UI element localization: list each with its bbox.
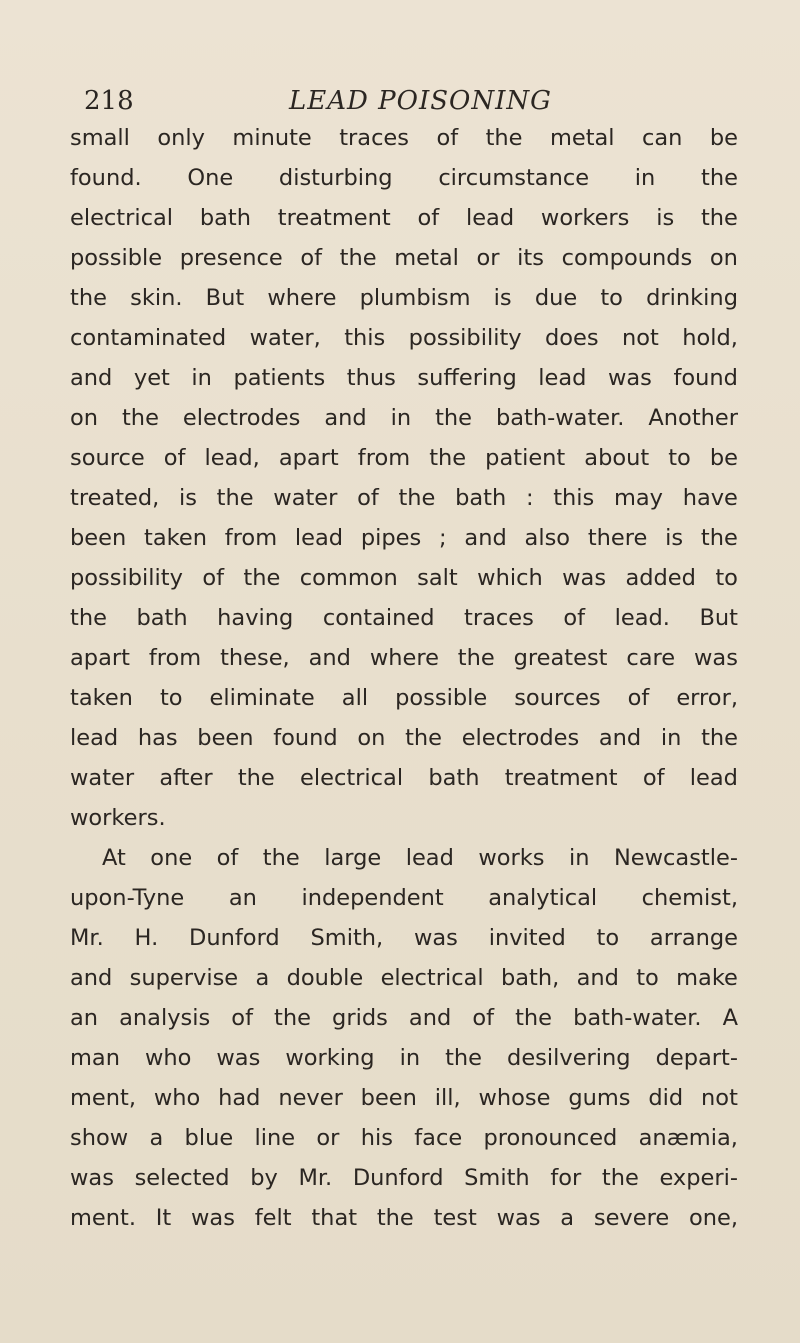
word: who bbox=[153, 1085, 201, 1111]
word: of bbox=[417, 205, 440, 231]
word: and bbox=[324, 405, 367, 431]
word: Newcastle- bbox=[613, 845, 738, 871]
word: added bbox=[625, 565, 696, 591]
word: bath-water. bbox=[495, 405, 625, 431]
word: of bbox=[163, 445, 186, 471]
word: or bbox=[316, 1125, 340, 1151]
word: is bbox=[179, 485, 197, 511]
word: Dunford bbox=[189, 925, 280, 951]
word: experi- bbox=[659, 1165, 738, 1191]
word: an bbox=[228, 885, 257, 911]
word: water bbox=[273, 485, 338, 511]
word: this bbox=[553, 485, 595, 511]
word: metal bbox=[549, 125, 615, 151]
word: in bbox=[634, 165, 656, 191]
text-line bbox=[70, 878, 738, 918]
word: presence bbox=[179, 245, 283, 271]
word: lead. bbox=[614, 605, 670, 631]
word: Another bbox=[648, 405, 738, 431]
running-title: LEAD POISONING bbox=[289, 86, 552, 116]
word: did bbox=[648, 1085, 684, 1111]
word: be bbox=[709, 445, 738, 471]
word: apart bbox=[278, 445, 339, 471]
word: : bbox=[525, 485, 534, 511]
word: the bbox=[262, 845, 300, 871]
word: of bbox=[300, 245, 323, 271]
word: which bbox=[477, 565, 543, 591]
word: line bbox=[254, 1125, 296, 1151]
word: felt bbox=[254, 1205, 292, 1231]
word: H. bbox=[134, 925, 159, 951]
word: severe bbox=[593, 1205, 670, 1231]
word: lead bbox=[465, 205, 515, 231]
word: selected bbox=[134, 1165, 230, 1191]
word: blue bbox=[184, 1125, 234, 1151]
text-line bbox=[70, 478, 738, 518]
word: invited bbox=[488, 925, 566, 951]
word: bath-water. bbox=[573, 1005, 702, 1031]
word: was bbox=[496, 1205, 541, 1231]
word: the bbox=[405, 725, 443, 751]
word: traces bbox=[339, 125, 409, 151]
word: the bbox=[429, 445, 467, 471]
word: plumbism bbox=[359, 285, 471, 311]
word: was bbox=[607, 365, 652, 391]
word: also bbox=[524, 525, 571, 551]
word: an bbox=[70, 1005, 99, 1031]
word: of bbox=[563, 605, 586, 631]
word: due bbox=[534, 285, 578, 311]
word: One bbox=[187, 165, 234, 191]
word: anæmia, bbox=[638, 1125, 738, 1151]
word: source bbox=[70, 445, 145, 471]
word: minute bbox=[232, 125, 312, 151]
word: lead bbox=[405, 845, 454, 871]
word: But bbox=[205, 285, 245, 311]
word: electrodes bbox=[182, 405, 301, 431]
word: has bbox=[137, 725, 178, 751]
word: of bbox=[357, 485, 379, 511]
word: disturbing bbox=[278, 165, 393, 191]
word: be bbox=[709, 125, 738, 151]
word: lead, bbox=[204, 445, 260, 471]
word: Mr. bbox=[70, 925, 104, 951]
word: man bbox=[70, 1045, 120, 1071]
word: was bbox=[191, 1205, 235, 1231]
word: the bbox=[216, 485, 254, 511]
word: found bbox=[673, 365, 738, 391]
word: lead bbox=[689, 765, 738, 791]
word: At bbox=[102, 845, 126, 871]
page-number: 218 bbox=[84, 86, 134, 116]
word: arrange bbox=[649, 925, 738, 951]
word: test bbox=[433, 1205, 477, 1231]
text-line bbox=[70, 558, 738, 598]
word: thus bbox=[346, 365, 396, 391]
word: analytical bbox=[488, 885, 598, 911]
word: its bbox=[517, 245, 544, 271]
word: on bbox=[357, 725, 386, 751]
text-line bbox=[70, 438, 738, 478]
word: the bbox=[457, 645, 495, 671]
text-line bbox=[70, 758, 738, 798]
word: the bbox=[700, 525, 738, 551]
word: bath bbox=[199, 205, 251, 231]
word: in bbox=[568, 845, 590, 871]
word: metal bbox=[394, 245, 459, 271]
word: Mr. bbox=[298, 1165, 333, 1191]
word: been bbox=[360, 1085, 417, 1111]
word: Smith, bbox=[310, 925, 384, 951]
word: where bbox=[267, 285, 337, 311]
word: possible bbox=[395, 685, 488, 711]
word: bath bbox=[455, 485, 507, 511]
word: to bbox=[668, 445, 691, 471]
word: all bbox=[341, 685, 369, 711]
word: was bbox=[216, 1045, 261, 1071]
word: ; bbox=[439, 525, 447, 551]
word: treatment bbox=[504, 765, 618, 791]
word: chemist, bbox=[641, 885, 738, 911]
word: upon-Tyne bbox=[70, 885, 185, 911]
word: bath bbox=[136, 605, 188, 631]
text-line bbox=[70, 118, 738, 158]
word: was bbox=[70, 1165, 114, 1191]
word: sources bbox=[514, 685, 601, 711]
word: to bbox=[715, 565, 738, 591]
word: and bbox=[408, 1005, 452, 1031]
word: from bbox=[357, 445, 411, 471]
word: for bbox=[550, 1165, 582, 1191]
word: of bbox=[231, 1005, 253, 1031]
word: found bbox=[273, 725, 338, 751]
word: ment. bbox=[70, 1205, 136, 1231]
text-line bbox=[70, 398, 738, 438]
word: contaminated bbox=[70, 325, 227, 351]
word: can bbox=[642, 125, 683, 151]
word: common bbox=[299, 565, 398, 591]
word: possible bbox=[70, 245, 163, 271]
text-line bbox=[70, 918, 738, 958]
text-line bbox=[70, 798, 738, 838]
word: the bbox=[70, 285, 107, 311]
text-line bbox=[70, 238, 738, 278]
word: this bbox=[344, 325, 386, 351]
word: the bbox=[274, 1005, 311, 1031]
word: on bbox=[70, 405, 99, 431]
text-line bbox=[70, 718, 738, 758]
word: pipes bbox=[360, 525, 422, 551]
text-line bbox=[70, 998, 738, 1038]
text-line bbox=[70, 518, 738, 558]
word: electrical bbox=[70, 205, 174, 231]
word: error, bbox=[676, 685, 738, 711]
word: large bbox=[324, 845, 382, 871]
word: and bbox=[576, 965, 619, 991]
word: one bbox=[150, 845, 193, 871]
word: that bbox=[311, 1205, 358, 1231]
word: having bbox=[217, 605, 294, 631]
word: salt bbox=[417, 565, 458, 591]
word: ment, bbox=[70, 1085, 136, 1111]
word: It bbox=[155, 1205, 172, 1231]
word: the bbox=[398, 485, 436, 511]
word: the bbox=[515, 1005, 552, 1031]
word: contained bbox=[322, 605, 435, 631]
word: show bbox=[70, 1125, 129, 1151]
word: face bbox=[414, 1125, 463, 1151]
word: may bbox=[613, 485, 663, 511]
word: traces bbox=[464, 605, 534, 631]
word: of bbox=[627, 685, 650, 711]
word: the bbox=[70, 605, 107, 631]
word: working bbox=[285, 1045, 375, 1071]
text-line bbox=[70, 1038, 738, 1078]
word: was bbox=[413, 925, 458, 951]
word: where bbox=[369, 645, 439, 671]
word: gums bbox=[568, 1085, 631, 1111]
word: is bbox=[665, 525, 684, 551]
text-line bbox=[70, 958, 738, 998]
word: desilvering bbox=[507, 1045, 631, 1071]
word: and bbox=[70, 965, 113, 991]
word: analysis bbox=[119, 1005, 211, 1031]
text-line bbox=[70, 1078, 738, 1118]
word: greatest bbox=[513, 645, 608, 671]
word: found. bbox=[70, 165, 142, 191]
word: lead bbox=[538, 365, 587, 391]
word: skin. bbox=[130, 285, 183, 311]
text-line bbox=[70, 158, 738, 198]
word: was bbox=[694, 645, 738, 671]
word: in bbox=[390, 405, 412, 431]
text-line bbox=[70, 358, 738, 398]
word: the bbox=[376, 1205, 414, 1231]
word: Smith bbox=[464, 1165, 530, 1191]
text-line bbox=[70, 678, 738, 718]
word: of bbox=[202, 565, 225, 591]
word: compounds bbox=[561, 245, 693, 271]
word: the bbox=[701, 725, 738, 751]
text-line bbox=[70, 598, 738, 638]
word: possibility bbox=[70, 565, 183, 591]
word: is bbox=[493, 285, 512, 311]
word: ill, bbox=[434, 1085, 461, 1111]
word: and bbox=[70, 365, 113, 391]
word: is bbox=[656, 205, 675, 231]
word: of bbox=[436, 125, 459, 151]
word: small bbox=[70, 125, 130, 151]
word: possibility bbox=[408, 325, 522, 351]
word: his bbox=[360, 1125, 393, 1151]
word: does bbox=[544, 325, 599, 351]
word: in bbox=[660, 725, 682, 751]
word: from bbox=[148, 645, 202, 671]
word: from bbox=[224, 525, 278, 551]
word: there bbox=[587, 525, 648, 551]
word: taken bbox=[144, 525, 207, 551]
word: A bbox=[722, 1005, 738, 1031]
word: circumstance bbox=[438, 165, 590, 191]
word: workers. bbox=[70, 805, 166, 831]
word: of bbox=[472, 1005, 494, 1031]
word: have bbox=[682, 485, 738, 511]
word: care bbox=[626, 645, 676, 671]
word: the bbox=[339, 245, 377, 271]
word: the bbox=[601, 1165, 639, 1191]
text-line bbox=[70, 1158, 738, 1198]
word: Dunford bbox=[352, 1165, 444, 1191]
word: electrical bbox=[380, 965, 484, 991]
body-text bbox=[70, 118, 738, 1238]
word: But bbox=[699, 605, 738, 631]
word: been bbox=[70, 525, 127, 551]
word: grids bbox=[332, 1005, 388, 1031]
word: and bbox=[598, 725, 642, 751]
word: bath bbox=[428, 765, 480, 791]
word: supervise bbox=[129, 965, 239, 991]
word: patient bbox=[485, 445, 566, 471]
text-line bbox=[70, 638, 738, 678]
word: was bbox=[562, 565, 607, 591]
word: not bbox=[701, 1085, 738, 1111]
word: treated, bbox=[70, 485, 160, 511]
word: electrodes bbox=[461, 725, 580, 751]
text-line bbox=[70, 198, 738, 238]
word: water, bbox=[249, 325, 321, 351]
word: to bbox=[159, 685, 183, 711]
text-line bbox=[70, 838, 738, 878]
word: drinking bbox=[646, 285, 738, 311]
word: in bbox=[191, 365, 212, 391]
word: to bbox=[636, 965, 659, 991]
word: about bbox=[584, 445, 650, 471]
word: in bbox=[399, 1045, 421, 1071]
word: who bbox=[144, 1045, 192, 1071]
text-line bbox=[70, 1198, 738, 1238]
word: never bbox=[278, 1085, 343, 1111]
word: and bbox=[308, 645, 351, 671]
word: works bbox=[478, 845, 545, 871]
word: had bbox=[218, 1085, 261, 1111]
word: a bbox=[255, 965, 270, 991]
text-line bbox=[70, 318, 738, 358]
word: bath, bbox=[500, 965, 560, 991]
word: not bbox=[622, 325, 659, 351]
word: lead bbox=[294, 525, 344, 551]
word: the bbox=[237, 765, 275, 791]
word: only bbox=[157, 125, 205, 151]
word: whose bbox=[478, 1085, 551, 1111]
text-line bbox=[70, 278, 738, 318]
word: the bbox=[445, 1045, 483, 1071]
word: been bbox=[197, 725, 254, 751]
word: of bbox=[642, 765, 665, 791]
word: after bbox=[159, 765, 213, 791]
word: these, bbox=[220, 645, 290, 671]
word: one, bbox=[688, 1205, 738, 1231]
word: or bbox=[476, 245, 500, 271]
word: to bbox=[596, 925, 620, 951]
word: depart- bbox=[655, 1045, 738, 1071]
word: lead bbox=[70, 725, 119, 751]
word: the bbox=[701, 165, 738, 191]
word: suffering bbox=[417, 365, 517, 391]
word: pronounced bbox=[483, 1125, 618, 1151]
word: a bbox=[149, 1125, 164, 1151]
word: the bbox=[700, 205, 738, 231]
word: yet bbox=[133, 365, 170, 391]
word: on bbox=[709, 245, 738, 271]
word: the bbox=[121, 405, 159, 431]
word: by bbox=[250, 1165, 278, 1191]
word: of bbox=[216, 845, 239, 871]
text-line bbox=[70, 1118, 738, 1158]
word: water bbox=[70, 765, 135, 791]
word: double bbox=[286, 965, 364, 991]
word: taken bbox=[70, 685, 133, 711]
word: apart bbox=[70, 645, 130, 671]
word: electrical bbox=[300, 765, 404, 791]
word: workers bbox=[540, 205, 630, 231]
word: treatment bbox=[277, 205, 391, 231]
word: the bbox=[485, 125, 523, 151]
word: patients bbox=[233, 365, 326, 391]
word: hold, bbox=[682, 325, 738, 351]
word: the bbox=[435, 405, 473, 431]
word: make bbox=[676, 965, 738, 991]
word: eliminate bbox=[209, 685, 315, 711]
word: a bbox=[560, 1205, 575, 1231]
word: independent bbox=[301, 885, 444, 911]
word: and bbox=[464, 525, 507, 551]
word: to bbox=[600, 285, 623, 311]
word: the bbox=[243, 565, 281, 591]
